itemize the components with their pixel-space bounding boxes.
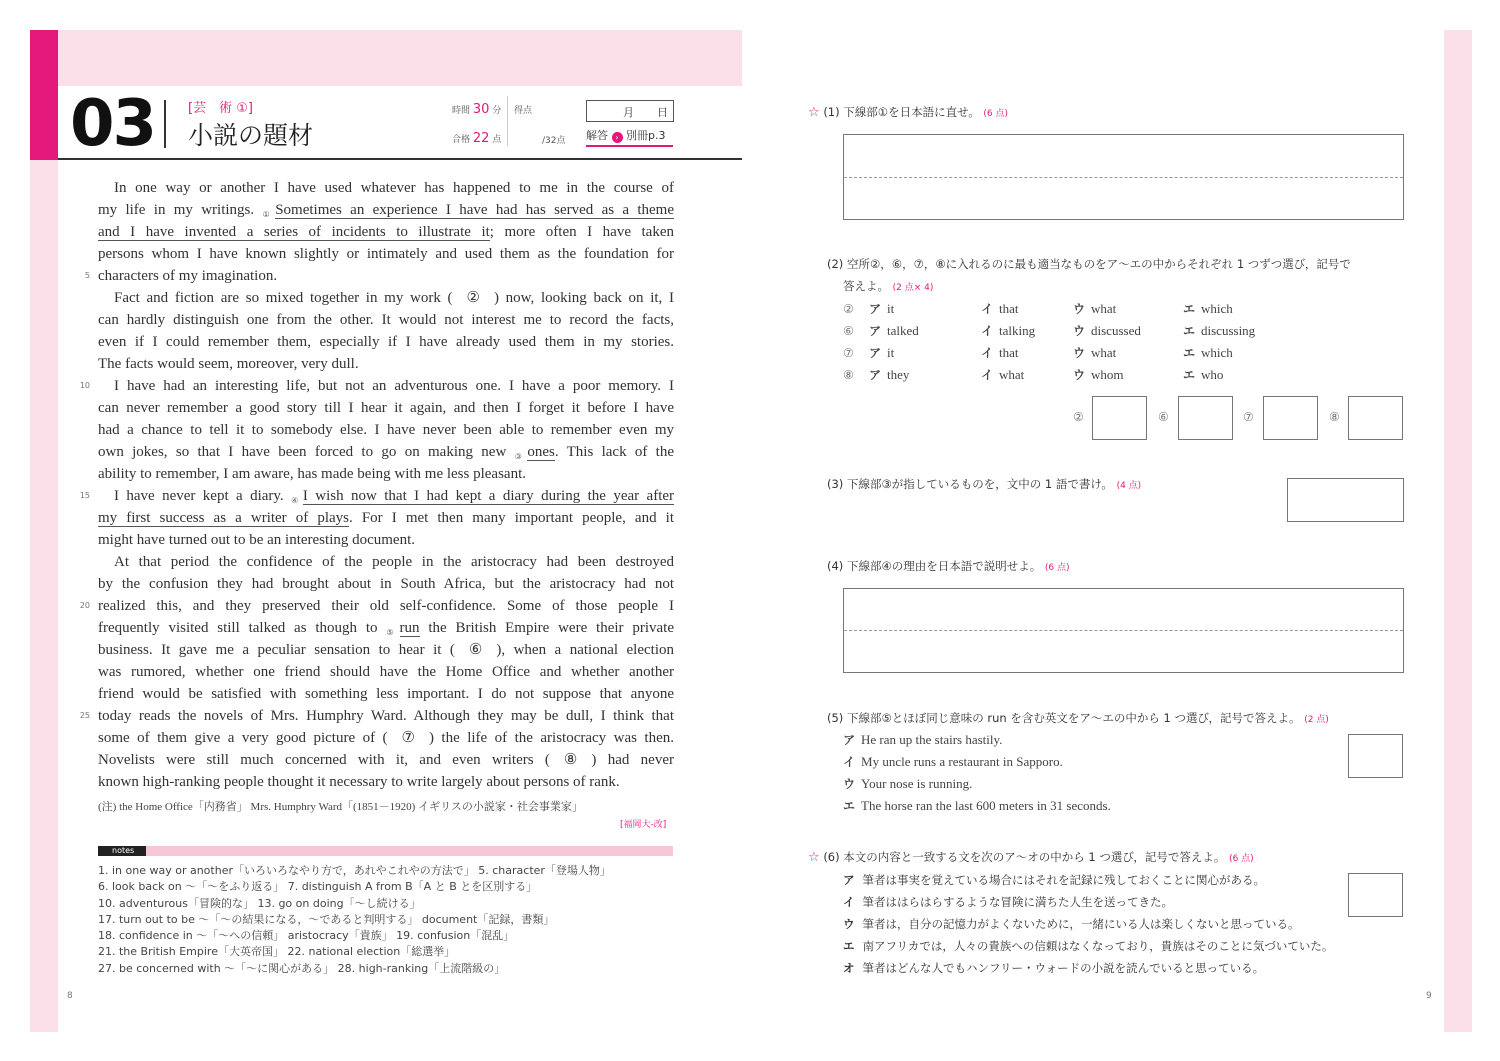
line-number: 15 (79, 491, 90, 500)
option-text: He ran up the stairs hastily. (861, 732, 1003, 747)
star-icon: ☆ (808, 850, 820, 865)
option-label: イ (981, 346, 994, 360)
option-text: which (1201, 301, 1233, 316)
question-1-points: (6 点) (983, 109, 1009, 119)
unit-category: [芸 術 ①] (188, 101, 253, 116)
option-choice (1183, 342, 1233, 364)
passage-line (98, 771, 674, 793)
option-label: ア (869, 302, 882, 316)
month-label: 月 (623, 106, 634, 119)
unit-title: 小説の題材 (188, 121, 314, 150)
option-label: ア (869, 346, 882, 360)
note-line: 10. adventurous「冒険的な」 13. go on doing「～し続ける」 (98, 896, 421, 910)
passage-text: . This lack of the (554, 444, 675, 460)
answer-box-6[interactable] (1178, 396, 1233, 440)
option-text: 筆者ははらはらするような冒険に満ちた人生を送ってきた。 (862, 895, 1173, 909)
vocabulary-notes (98, 863, 678, 977)
pass-value: 22 (472, 131, 490, 146)
passage-line (98, 221, 674, 243)
star-icon: ☆ (808, 105, 820, 120)
option-text: what (1091, 301, 1117, 316)
passage-line (98, 243, 674, 265)
passage-text: I have never kept a diary. (114, 488, 292, 504)
underlined-text: I wish now that I had kept a diary during the year after (302, 488, 675, 504)
option-choice (869, 320, 919, 342)
option-choice (981, 342, 1019, 364)
time-label: 時間 (452, 106, 471, 116)
passage-text: business. It gave me a peculiar sensation to hear it ( (98, 642, 455, 658)
passage-line (98, 331, 674, 353)
option-item (843, 751, 1111, 773)
option-label: イ (981, 368, 994, 382)
score-label: 得点 (514, 106, 533, 116)
passage-line (98, 595, 674, 617)
line-number: 10 (79, 381, 90, 390)
blank-marker: ⑧ (563, 752, 578, 768)
passage-line (98, 441, 674, 463)
note-line: 1. in one way or another「いろいろなやり方で，あれやこれやの方法で」 5. character「登場人物」 (98, 864, 611, 877)
passage-line (98, 573, 674, 595)
note-line: 6. look back on ～「～をふり返る」 7. distinguish A from B「A と B とを区別する」 (98, 880, 538, 894)
header-pink-band (58, 30, 742, 86)
passage-text: ) the life of the aristocracy was then. (428, 730, 675, 746)
answer-box-guide-line (844, 177, 1403, 178)
passage-text: ), when a national election (496, 642, 674, 658)
option-item (843, 773, 1111, 795)
answer-reference (586, 127, 673, 147)
answer-box-8[interactable] (1348, 396, 1403, 440)
option-text: 南アフリカでは，人々の貴族への信頼はなくなっており，貴族はそのことに気づいていた。 (862, 939, 1334, 953)
passage-text: . For I met then many important people, and it (349, 510, 674, 526)
passage-line (98, 353, 674, 375)
option-row (843, 364, 1323, 386)
option-label: エ (843, 939, 855, 953)
answer-box-guide-line (844, 630, 1403, 631)
option-text: The horse ran the last 600 meters in 31 seconds. (861, 798, 1111, 813)
passage-line (98, 177, 674, 199)
passage-text: was rumored, whether one friend should have the Home Office and whether another (98, 664, 674, 680)
passage-text: In one way or another I have used whatever has happened to me in the course of (114, 180, 674, 196)
option-text: who (1201, 367, 1224, 382)
passage-line (98, 419, 674, 441)
underline-marker: ④ (291, 496, 302, 505)
passage-text: Novelists were still much concerned with it, and even writers ( (98, 752, 550, 768)
line-number: 20 (79, 601, 90, 610)
box-label: ⑦ (1243, 410, 1254, 424)
passage-text: Fact and fiction are so mixed together in my work ( (114, 290, 453, 306)
option-label: ウ (1073, 368, 1086, 382)
passage-text: known high-ranking people thought it necessary to write largely about persons of rank. (98, 774, 620, 790)
option-text: what (999, 367, 1025, 382)
passage-text: characters of my imagination. (98, 268, 278, 284)
option-item (843, 957, 1333, 979)
reading-passage (98, 177, 674, 793)
passage-text: friend would be satisfied with something less important. I do not suppose that anyone (98, 686, 674, 702)
question-2-text-cont: 答えよ。 (843, 279, 889, 293)
passing-score (452, 131, 501, 146)
question-6-text: (6) 本文の内容と一致する文を次のア～オの中から 1 つ選び，記号で答えよ。 (823, 850, 1226, 864)
question-5-points: (2 点) (1304, 715, 1329, 725)
passage-text: ) had never (591, 752, 674, 768)
question-1 (808, 104, 1008, 120)
option-choice (1183, 364, 1223, 386)
passage-text: today reads the novels of Mrs. Humphry Ward. Although they may be dull, I think that (98, 708, 674, 724)
option-label: イ (843, 895, 855, 909)
line-number: 25 (79, 711, 90, 720)
note-line: 17. turn out to be ～「～の結果になる，～であると判明する」 document「記録，書類」 (98, 912, 555, 926)
question-4-points: (6 点) (1044, 563, 1070, 573)
passage-text: some of them give a very good picture of ( (98, 730, 388, 746)
option-text: talked (887, 323, 919, 338)
option-text: it (887, 345, 895, 360)
option-choice (1073, 320, 1141, 342)
passage-line (98, 727, 674, 749)
passage-line (98, 617, 674, 639)
option-label: エ (1183, 346, 1196, 360)
question-2-options (843, 298, 1323, 386)
passage-text: my life in my writings. (98, 202, 263, 218)
question-2-points: (2 点× 4) (892, 283, 934, 293)
option-choice (1073, 298, 1116, 320)
passage-line (98, 485, 674, 507)
option-label: イ (843, 755, 856, 769)
passage-line (98, 375, 674, 397)
box-label: ⑧ (1329, 410, 1340, 424)
option-label: エ (1183, 324, 1196, 338)
option-text: what (1091, 345, 1117, 360)
passage-line (98, 199, 674, 221)
passage-source: [福岡大-改] (620, 820, 667, 830)
time-unit: 分 (492, 106, 502, 116)
pass-unit: 点 (492, 135, 502, 145)
option-label: ア (869, 368, 882, 382)
notes-header-bar (98, 846, 673, 856)
option-item (843, 795, 1111, 817)
option-text: 筆者は事実を覚えている場合にはそれを記録に残しておくことに関心がある。 (862, 873, 1265, 887)
note-line: 18. confidence in ～「～への信頼」 aristocracy「貴族」 19. confusion「混乱」 (98, 929, 515, 943)
option-label: ウ (1073, 324, 1086, 338)
underlined-text: ones (527, 444, 555, 460)
underline-marker: ⑤ (386, 628, 399, 637)
option-choice (1183, 320, 1255, 342)
passage-line (98, 287, 674, 309)
option-row (843, 320, 1323, 342)
time-value: 30 (472, 102, 490, 117)
underline-marker: ① (262, 210, 275, 219)
question-4-text: (4) 下線部④の理由を日本語で説明せよ。 (827, 559, 1042, 573)
score-divider (507, 96, 508, 146)
option-row-number: ⑧ (843, 368, 854, 382)
question-2-text: (2) 空所②，⑥，⑦，⑧に入れるのに最も適当なものをア～エの中からそれぞれ 1 つずつ選び，記号で (827, 257, 1351, 271)
option-row (843, 298, 1323, 320)
day-label: 日 (657, 106, 668, 119)
passage-line (98, 639, 674, 661)
unit-divider (164, 100, 166, 148)
question-5-answer-box[interactable] (1348, 734, 1403, 778)
question-3-text: (3) 下線部③が指しているものを，文中の 1 語で書け。 (827, 477, 1113, 491)
option-text: it (887, 301, 895, 316)
answer-label: 解答 (586, 129, 608, 142)
option-choice (1183, 298, 1233, 320)
underlined-text: my first success as a writer of plays (98, 510, 349, 526)
passage-text: frequently visited still talked as though to (98, 620, 387, 636)
answer-ref-page: 別冊p.3 (626, 129, 666, 142)
option-choice (981, 320, 1035, 342)
box-label: ② (1073, 410, 1084, 424)
box-label: ⑥ (1158, 410, 1169, 424)
passage-line (98, 705, 674, 727)
option-text: whom (1091, 367, 1124, 382)
question-5-options (843, 729, 1111, 817)
passage-text: ability to remember, I am aware, has made being with me less pleasant. (98, 466, 527, 482)
question-1-answer-box[interactable] (843, 134, 1404, 220)
underlined-text: and I have invented a series of incidents to illustrate it (98, 224, 490, 240)
option-choice (869, 364, 909, 386)
question-2-text-line2 (843, 278, 933, 294)
option-item (843, 869, 1333, 891)
option-text: that (999, 345, 1019, 360)
passage-line (98, 683, 674, 705)
option-label: ウ (843, 777, 856, 791)
question-6-answer-box[interactable] (1348, 873, 1403, 917)
note-line: 21. the British Empire「大英帝国」 22. national election「総選挙」 (98, 945, 456, 959)
option-item (843, 935, 1333, 957)
date-field[interactable] (586, 100, 674, 122)
option-label: オ (843, 961, 855, 975)
passage-line (98, 463, 674, 485)
question-5-text: (5) 下線部⑤とほぼ同じ意味の run を含む英文をア～エの中から 1 つ選び，記号で答えよ。 (827, 711, 1301, 725)
passage-text: by the confusion they had brought about in South Africa, but the aristocracy had not (98, 576, 674, 592)
left-page-edge-strip (30, 160, 58, 1032)
page-number-left: 8 (67, 991, 73, 1001)
note-line: 27. be concerned with ～「～に関心がある」 28. high-ranking「上流階級の」 (98, 961, 506, 975)
option-row-number: ⑦ (843, 346, 854, 360)
option-text: 筆者は，自分の記憶力がよくないために，一緒にいる人は楽しくないと思っている。 (862, 917, 1300, 931)
arrow-right-icon: › (612, 132, 623, 143)
passage-text: can hardly distinguish one from the other. It would not interest me to record the facts, (98, 312, 674, 328)
option-label: ウ (1073, 302, 1086, 316)
question-6-options (843, 869, 1333, 979)
option-label: イ (981, 302, 994, 316)
passage-text: might have turned out to be an interesting document. (98, 532, 416, 548)
passage-text: can never remember a good story till I hear it again, and then I forget it before I have (98, 400, 674, 416)
passage-text: The facts would seem, moreover, very dull. (98, 356, 359, 372)
option-text: they (887, 367, 910, 382)
right-page-edge-strip (1444, 30, 1472, 1032)
underline-marker: ③ (514, 452, 527, 461)
answer-box-7[interactable] (1263, 396, 1318, 440)
passage-text: even if I could remember them, especially if I have already used them in my stories. (98, 334, 674, 350)
option-row (843, 342, 1323, 364)
underlined-text: Sometimes an experience I have had has served as a theme (275, 202, 674, 218)
option-text: talking (999, 323, 1036, 338)
line-number: 5 (84, 271, 90, 280)
score-total: /32点 (542, 136, 566, 146)
header-rule (58, 158, 742, 160)
option-text: discussed (1091, 323, 1141, 338)
option-label: エ (843, 799, 856, 813)
option-text: which (1201, 345, 1233, 360)
question-6-points: (6 点) (1229, 854, 1254, 864)
notes-tag: notes (98, 846, 146, 856)
passage-text: ; more often I have taken (489, 224, 674, 240)
option-item (843, 729, 1111, 751)
passage-line (98, 265, 674, 287)
option-item (843, 891, 1333, 913)
page-number-right: 9 (1426, 991, 1432, 1001)
option-text: that (999, 301, 1019, 316)
option-row-number: ⑥ (843, 324, 854, 338)
passage-line (98, 397, 674, 419)
pass-label: 合格 (452, 135, 471, 145)
passage-text: had a chance to tell it to somebody else. I have never been able to remember even my (98, 422, 674, 438)
option-label: ア (843, 733, 856, 747)
option-choice (1073, 342, 1116, 364)
blank-marker: ② (466, 290, 480, 306)
option-label: イ (981, 324, 994, 338)
passage-line (98, 551, 674, 573)
passage-line (98, 529, 674, 551)
passage-line (98, 749, 674, 771)
answer-box-2[interactable] (1092, 396, 1147, 440)
option-label: エ (1183, 302, 1196, 316)
option-choice (1073, 364, 1124, 386)
passage-text: ) now, looking back on it, I (493, 290, 674, 306)
blank-marker: ⑦ (401, 730, 415, 746)
option-text: Your nose is running. (861, 776, 973, 791)
option-choice (869, 342, 894, 364)
question-3 (827, 476, 1141, 492)
question-4-answer-box[interactable] (843, 588, 1404, 673)
time-limit (452, 102, 501, 117)
option-label: ア (869, 324, 882, 338)
option-text: My uncle runs a restaurant in Sapporo. (861, 754, 1063, 769)
option-text: 筆者はどんな人でもハンフリー・ウォードの小説を読んでいると思っている。 (862, 961, 1265, 975)
passage-line (98, 507, 674, 529)
question-4 (827, 558, 1070, 574)
left-page-accent-band (30, 30, 58, 160)
passage-text: At that period the confidence of the people in the aristocracy had been destroyed (114, 554, 674, 570)
passage-line (98, 309, 674, 331)
question-3-answer-box[interactable] (1287, 478, 1404, 522)
passage-text: the British Empire were their private (419, 620, 675, 636)
question-3-points: (4 点) (1116, 481, 1142, 491)
question-1-text: (1) 下線部①を日本語に直せ。 (823, 105, 980, 119)
passage-text: realized this, and they preserved their old self-confidence. Some of those people I (98, 598, 674, 614)
option-choice (869, 298, 894, 320)
option-text: discussing (1201, 323, 1256, 338)
question-6 (808, 849, 1254, 865)
underlined-text: run (399, 620, 420, 636)
option-item (843, 913, 1333, 935)
option-label: エ (1183, 368, 1196, 382)
option-choice (981, 364, 1024, 386)
option-label: ウ (843, 917, 855, 931)
passage-text: persons whom I have known slightly or intimately and used them as the foundation for (98, 246, 674, 262)
option-row-number: ② (843, 302, 854, 316)
passage-annotation: (注) the Home Office「内務省」 Mrs. Humphry Ward「(1851－1920) イギリスの小説家・社会事業家」 (98, 801, 583, 813)
passage-text: own jokes, so that I have been forced to go on making new (98, 444, 515, 460)
unit-number: 03 (70, 87, 156, 161)
option-choice (981, 298, 1019, 320)
passage-line (98, 661, 674, 683)
option-label: ウ (1073, 346, 1086, 360)
question-5 (827, 710, 1329, 726)
blank-marker: ⑥ (468, 642, 483, 658)
option-label: ア (843, 873, 855, 887)
passage-text: I have had an interesting life, but not an adventurous one. I have a poor memory. I (114, 378, 674, 394)
